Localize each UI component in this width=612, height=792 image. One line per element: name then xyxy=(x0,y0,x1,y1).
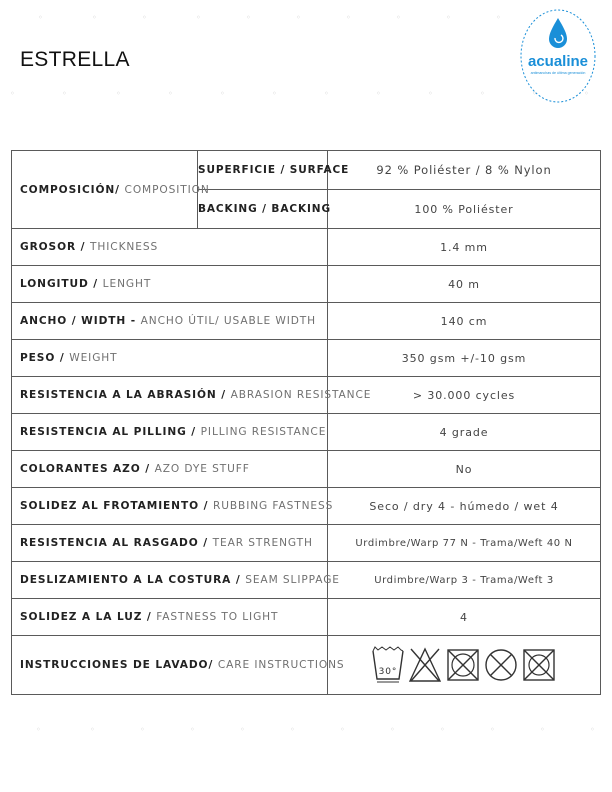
spec-value: No xyxy=(328,451,601,488)
spec-value: 140 cm xyxy=(328,303,601,340)
no-iron-icon xyxy=(521,645,557,685)
care-symbols xyxy=(328,636,601,695)
spec-label: SOLIDEZ A LA LUZ / FASTNESS TO LIGHT xyxy=(12,599,328,636)
spec-label: PESO / WEIGHT xyxy=(12,340,328,377)
page-title: ESTRELLA xyxy=(20,48,130,71)
table-row xyxy=(12,562,601,599)
spec-label: GROSOR / THICKNESS xyxy=(12,229,328,266)
backing-value: 100 % Poliéster xyxy=(328,190,601,229)
backing-label: BACKING / BACKING xyxy=(198,190,328,229)
table-row xyxy=(12,599,601,636)
spec-value: 350 gsm +/-10 gsm xyxy=(328,340,601,377)
decorative-dots-bottom: ◦ ◦ ◦ ◦ ◦ ◦ ◦ ◦ ◦ ◦ ◦ ◦ xyxy=(36,725,595,734)
spec-label: SOLIDEZ AL FROTAMIENTO / RUBBING FASTNESS xyxy=(12,488,328,525)
spec-label: RESISTENCIA A LA ABRASIÓN / ABRASION RESISTANCE xyxy=(12,377,328,414)
water-drop-icon xyxy=(549,18,567,48)
table-row xyxy=(12,340,601,377)
table-row xyxy=(12,451,601,488)
spec-value: 4 grade xyxy=(328,414,601,451)
spec-label: ANCHO / WIDTH - ANCHO ÚTIL/ USABLE WIDTH xyxy=(12,303,328,340)
spec-value: > 30.000 cycles xyxy=(328,377,601,414)
svg-text:30°: 30° xyxy=(378,667,398,677)
logo-brand: acualine xyxy=(527,53,589,70)
no-dry-clean-icon xyxy=(483,645,519,685)
decorative-dots-top: ◦ ◦ ◦ ◦ ◦ ◦ ◦ ◦ ◦ ◦ xyxy=(38,13,501,22)
logo-tagline: antimanchas de última generación xyxy=(530,71,586,75)
spec-label: RESISTENCIA AL RASGADO / TEAR STRENGTH xyxy=(12,525,328,562)
composition-label: COMPOSICIÓN/ COMPOSITION xyxy=(12,151,198,229)
wash-30-icon xyxy=(371,645,405,685)
table-row-care xyxy=(12,636,601,695)
no-bleach-icon xyxy=(407,645,443,685)
spec-label: DESLIZAMIENTO A LA COSTURA / SEAM SLIPPAGE xyxy=(12,562,328,599)
spec-value: Urdimbre/Warp 3 - Trama/Weft 3 xyxy=(328,562,601,599)
spec-table xyxy=(11,150,601,695)
acualine-logo xyxy=(519,8,597,104)
spec-label: COLORANTES AZO / AZO DYE STUFF xyxy=(12,451,328,488)
surface-value: 92 % Poliéster / 8 % Nylon xyxy=(328,151,601,190)
table-row xyxy=(12,377,601,414)
spec-value: 40 m xyxy=(328,266,601,303)
surface-label: SUPERFICIE / SURFACE xyxy=(198,151,328,190)
no-tumble-dry-icon xyxy=(445,645,481,685)
care-label: INSTRUCCIONES DE LAVADO/ CARE INSTRUCTIONS xyxy=(12,636,328,695)
table-row xyxy=(12,525,601,562)
spec-label: RESISTENCIA AL PILLING / PILLING RESISTANCE xyxy=(12,414,328,451)
decorative-dots-mid: ◦ ◦ ◦ ◦ ◦ ◦ ◦ ◦ ◦ ◦ ◦ ◦ xyxy=(10,89,589,98)
spec-value: Seco / dry 4 - húmedo / wet 4 xyxy=(328,488,601,525)
table-row xyxy=(12,414,601,451)
table-row xyxy=(12,266,601,303)
table-row xyxy=(12,303,601,340)
table-row-composition-surface xyxy=(12,151,601,190)
table-row xyxy=(12,229,601,266)
spec-value: 1.4 mm xyxy=(328,229,601,266)
spec-label: LONGITUD / LENGHT xyxy=(12,266,328,303)
table-row xyxy=(12,488,601,525)
spec-value: 4 xyxy=(328,599,601,636)
spec-value: Urdimbre/Warp 77 N - Trama/Weft 40 N xyxy=(328,525,601,562)
